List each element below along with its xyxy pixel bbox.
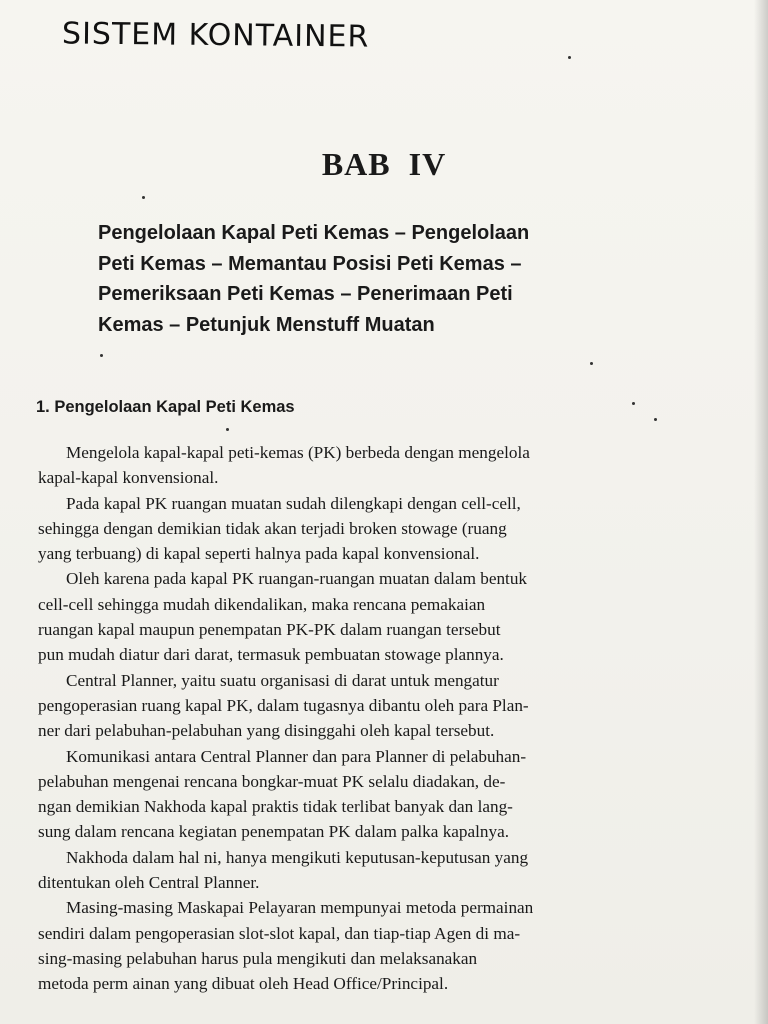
paragraph [38,895,654,996]
text-line: sing-masing pelabuhan harus pula mengikuti dan melaksanakan [38,948,478,968]
handwritten-title: SISTEM KONTAINER [61,16,370,55]
text-line: pun mudah diatur dari darat, termasuk pembuatan stowage plannya. [38,645,504,665]
text-line: metoda perm ainan yang dibuat oleh Head Office/Principal. [38,974,449,994]
text-line: ner dari pelabuhan-pelabuhan yang disinggahi oleh kapal tersebut. [38,721,495,741]
chapter-subtitle-line: Pengelolaan Kapal Peti Kemas – Pengelolaan [98,222,530,244]
text-line: Pada kapal PK ruangan muatan sudah dilengkapi dengan cell-cell, [66,493,521,513]
text-line: yang terbuang) di kapal seperti halnya pada kapal konvensional. [38,544,480,564]
scan-speck [590,362,593,365]
paragraph [38,845,654,896]
section-heading: 1. Pengelolaan Kapal Peti Kemas [36,398,295,416]
text-line: ruangan kapal maupun penempatan PK-PK dalam ruangan tersebut [38,620,501,640]
text-line: ditentukan oleh Central Planner. [38,873,260,893]
text-line: Komunikasi antara Central Planner dan para Planner di pelabuhan- [66,746,527,766]
scan-speck [654,418,657,421]
chapter-subtitle-line: Pemeriksaan Peti Kemas – Penerimaan Peti [98,283,513,305]
chapter-subtitle-line: Kemas – Petunjuk Menstuff Muatan [98,313,435,336]
chapter-heading: BAB IV [321,146,447,182]
text-line: Central Planner, yaitu suatu organisasi di darat untuk mengatur [66,670,499,690]
text-line: Oleh karena pada kapal PK ruangan-ruangan muatan dalam bentuk [66,569,528,589]
text-line: cell-cell sehingga mudah dikendalikan, maka rencana pemakaian [38,594,486,614]
paragraph [38,491,654,567]
text-line: sehingga dengan demikian tidak akan terjadi broken stowage (ruang [38,518,507,538]
chapter-subtitle-line: Peti Kemas – Memantau Posisi Peti Kemas – [98,252,522,275]
text-line: sung dalam rencana kegiatan penempatan PK dalam palka kapalnya. [38,822,510,842]
scan-speck [226,428,229,431]
chapter-subtitle [98,218,628,340]
body-text [38,440,654,997]
scan-speck [632,402,635,405]
scan-speck [142,196,145,199]
text-line: Nakhoda dalam hal ni, hanya mengikuti keputusan-keputusan yang [66,847,529,867]
text-line: pelabuhan mengenai rencana bongkar-muat PK selalu diadakan, de- [38,771,506,791]
paragraph [38,744,654,845]
text-line: Mengelola kapal-kapal peti-kemas (PK) berbeda dengan mengelola [66,443,530,462]
text-line: ngan demikian Nakhoda kapal praktis tidak terlibat banyak dan lang- [38,797,513,817]
text-line: sendiri dalam pengoperasian slot-slot kapal, dan tiap-tiap Agen di ma- [38,923,521,943]
page-edge-shadow [754,0,768,1024]
text-line: kapal-kapal konvensional. [38,468,219,488]
scan-speck [568,56,571,59]
paragraph [38,668,654,744]
scan-speck [100,354,103,357]
text-line: pengoperasian ruang kapal PK, dalam tugasnya dibantu oleh para Plan- [38,695,529,715]
text-line: Masing-masing Maskapai Pelayaran mempunyai metoda permainan [66,898,534,918]
paragraph [38,440,654,491]
paragraph [38,566,654,667]
